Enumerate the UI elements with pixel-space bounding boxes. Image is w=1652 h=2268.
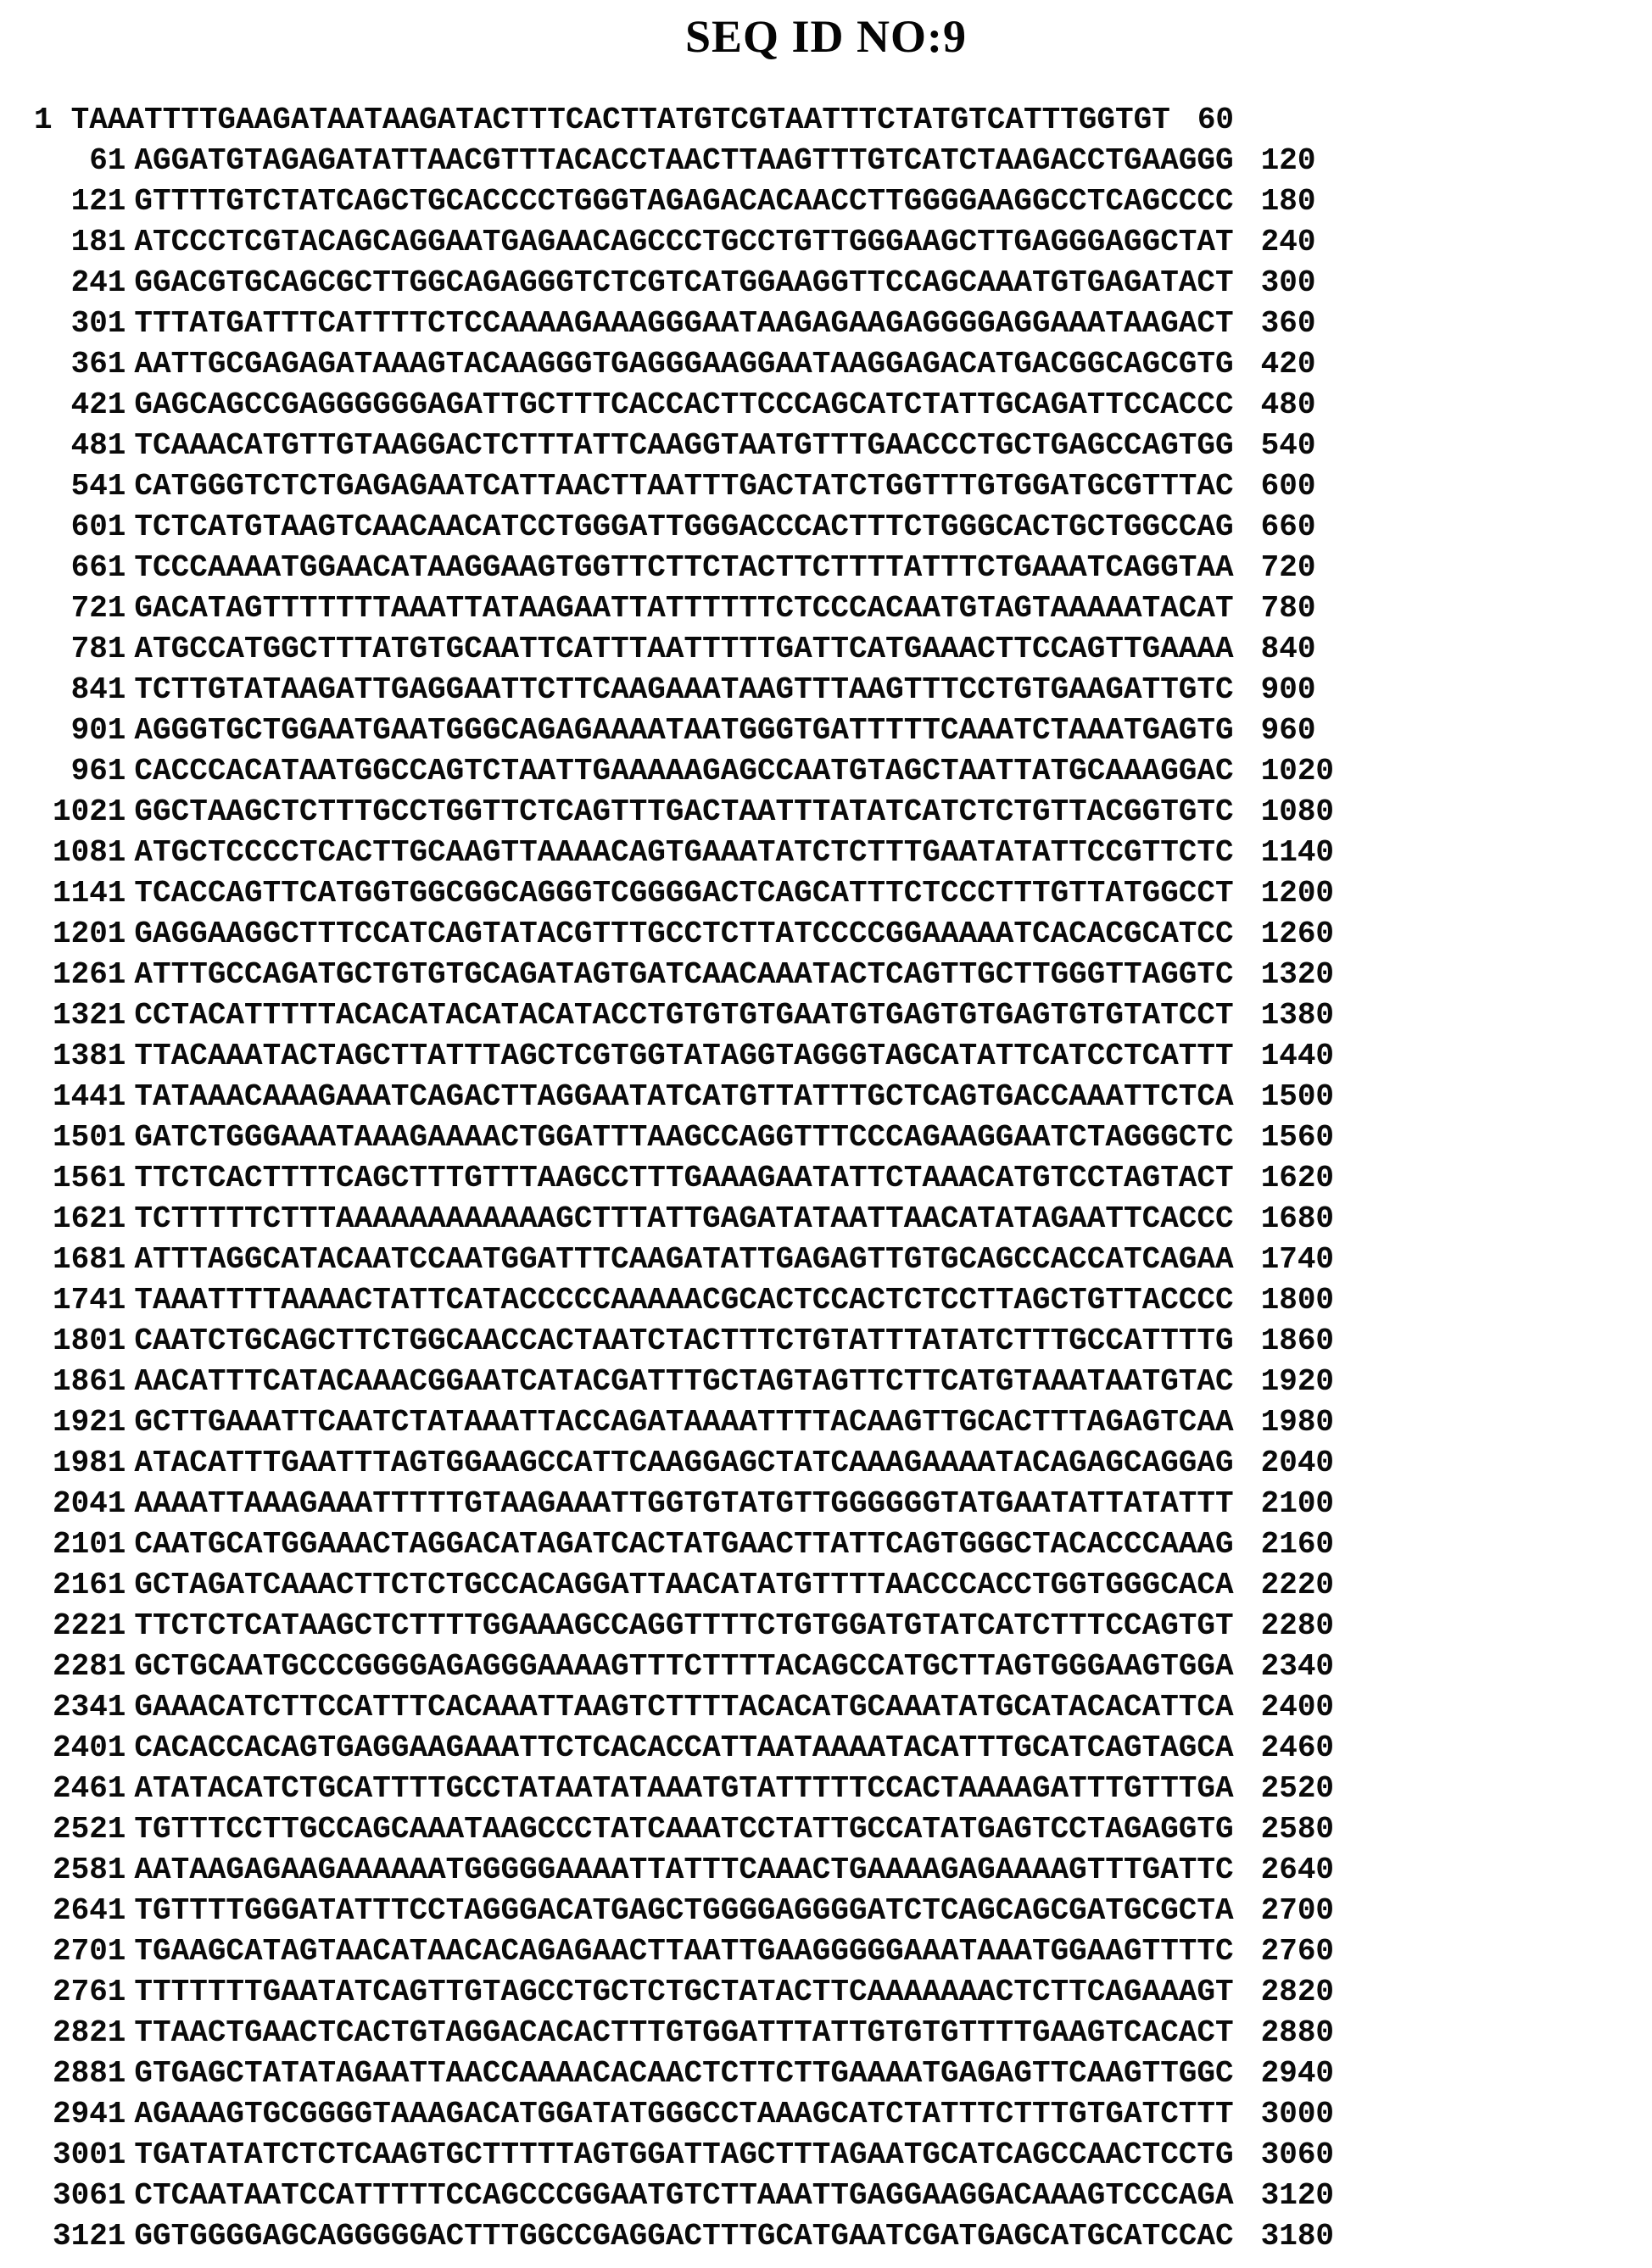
nucleotide-sequence: AACATTTCATACAAACGGAATCATACGATTTGCTAGTAGTTCTTCATGTAAATAATGTAC [134,1364,1234,1399]
line-end-number: 2100 [1260,1486,1335,1521]
line-end-number: 1260 [1260,917,1335,951]
nucleotide-sequence: ATTTAGGCATACAATCCAATGGATTTCAAGATATTGAGAGTTGTGCAGCCACCATCAGAA [134,1242,1234,1277]
line-start-number: 481 [70,428,126,463]
sequence-line [53,1036,1652,1077]
line-start-number: 1141 [53,876,126,911]
line-end-number: 1620 [1260,1161,1335,1195]
sequence-line [53,466,1652,507]
line-end-number: 180 [1260,184,1316,219]
nucleotide-sequence: AATAAGAGAAGAAAAAATGGGGGAAAATTATTTCAAACTGAAAAGAGAAAAGTTTGATTC [134,1853,1234,1887]
line-start-number: 841 [70,672,126,707]
nucleotide-sequence: GGACGTGCAGCGCTTGGCAGAGGGTCTCGTCATGGAAGGTTCCAGCAAATGTGAGATACT [134,265,1234,300]
nucleotide-sequence: GCTGCAATGCCCGGGGAGAGGGAAAAGTTTCTTTTACAGCCATGCTTAGTGGGAAGTGGA [134,1649,1234,1684]
line-end-number: 1140 [1260,835,1335,870]
sequence-line [53,304,1652,344]
line-start-number: 2221 [53,1608,126,1643]
sequence-line [53,1687,1652,1728]
nucleotide-sequence: AAAATTAAAGAAATTTTTGTAAGAAATTGGTGTATGTTGGGGGGTATGAATATTATATTT [134,1486,1234,1521]
nucleotide-sequence: GAGGAAGGCTTTCCATCAGTATACGTTTGCCTCTTATCCCCGGAAAAATCACACGCATCC [134,917,1234,951]
line-start-number: 3121 [53,2219,126,2254]
sequence-line [53,2094,1652,2135]
nucleotide-sequence: TTTTTTTGAATATCAGTTGTAGCCTGCTCTGCTATACTTCAAAAAAACTCTTCAGAAAGT [134,1975,1234,2009]
sequence-line [53,1524,1652,1565]
nucleotide-sequence: TGTTTCCTTGCCAGCAAATAAGCCCTATCAAATCCTATTGCCATATGAGTCCTAGAGGTG [134,1812,1234,1847]
sequence-line [53,2176,1652,2216]
line-start-number: 2581 [53,1853,126,1887]
sequence-line [53,792,1652,833]
nucleotide-sequence: TGATATATCTCTCAAGTGCTTTTTAGTGGATTAGCTTTAGAATGCATCAGCCAACTCCTG [134,2137,1234,2172]
nucleotide-sequence: CACCCACATAATGGCCAGTCTAATTGAAAAAGAGCCAATGTAGCTAATTATGCAAAGGAC [134,754,1234,789]
nucleotide-sequence: TCTCATGTAAGTCAACAACATCCTGGGATTGGGACCCACTTTCTGGGCACTGCTGGCCAG [134,510,1234,544]
line-end-number: 1020 [1260,754,1335,789]
nucleotide-sequence: GTTTTGTCTATCAGCTGCACCCCTGGGTAGAGACACAACCTTGGGGAAGGCCTCAGCCCC [134,184,1234,219]
line-end-number: 2220 [1260,1568,1335,1602]
sequence-line [53,1240,1652,1280]
sequence-line [53,710,1652,751]
sequence-line [53,1728,1652,1769]
sequence-line [53,588,1652,629]
nucleotide-sequence: TTAACTGAACTCACTGTAGGACACACTTTGTGGATTTATTGTGTGTTTTGAAGTCACACT [134,2015,1234,2050]
sequence-line [53,1891,1652,1931]
line-start-number: 3061 [53,2178,126,2213]
sequence-line [53,1077,1652,1117]
nucleotide-sequence: AATTGCGAGAGATAAAGTACAAGGGTGAGGGAAGGAATAAGGAGACATGACGGCAGCGTG [134,347,1234,382]
nucleotide-sequence: CAATGCATGGAAACTAGGACATAGATCACTATGAACTTATTCAGTGGGCTACACCCAAAG [134,1527,1234,1562]
line-end-number: 480 [1260,387,1316,422]
line-start-number: 2461 [53,1771,126,1806]
nucleotide-sequence: AGGATGTAGAGATATTAACGTTTACACCTAACTTAAGTTTGTCATCTAAGACCTGAAGGG [134,143,1234,178]
nucleotide-sequence: TTTATGATTTCATTTTCTCCAAAAGAAAGGGAATAAGAGAAGAGGGGAGGAAATAAGACT [134,306,1234,341]
line-start-number: 2161 [53,1568,126,1602]
sequence-line [53,385,1652,426]
line-end-number: 600 [1260,469,1316,504]
nucleotide-sequence: GACATAGTTTTTTTAAATTATAAGAATTATTTTTTCTCCCACAATGTAGTAAAAATACAT [134,591,1234,626]
line-end-number: 300 [1260,265,1316,300]
line-start-number: 721 [70,591,126,626]
line-start-number: 1861 [53,1364,126,1399]
line-start-number: 961 [70,754,126,789]
line-end-number: 420 [1260,347,1316,382]
sequence-line [53,181,1652,222]
line-start-number: 241 [70,265,126,300]
line-start-number: 181 [70,225,126,259]
nucleotide-sequence: ATGCCATGGCTTTATGTGCAATTCATTTAATTTTTGATTCATGAAACTTCCAGTTGAAAA [134,632,1234,666]
line-start-number: 1801 [53,1323,126,1358]
nucleotide-sequence: ATACATTTGAATTTAGTGGAAGCCATTCAAGGAGCTATCAAAGAAAATACAGAGCAGGAG [134,1446,1234,1480]
line-start-number: 2701 [53,1934,126,1969]
line-end-number: 3000 [1260,2097,1335,2131]
nucleotide-sequence: TAAATTTTGAAGATAATAAGATACTTTCACTTATGTCGTAATTTCTATGTCATTTGGTGT [70,103,1170,137]
line-start-number: 781 [70,632,126,666]
sequence-line [53,426,1652,466]
line-end-number: 240 [1260,225,1316,259]
sequence-line [53,1647,1652,1687]
line-end-number: 1500 [1260,1079,1335,1114]
line-start-number: 2761 [53,1975,126,2009]
line-end-number: 2520 [1260,1771,1335,1806]
sequence-line [53,833,1652,873]
sequence-line [53,751,1652,792]
line-end-number: 1440 [1260,1039,1335,1073]
line-end-number: 900 [1260,672,1316,707]
nucleotide-sequence: TATAAACAAAGAAATCAGACTTAGGAATATCATGTTATTTGCTCAGTGACCAAATTCTCA [134,1079,1234,1114]
line-start-number: 1201 [53,917,126,951]
line-end-number: 1320 [1260,957,1335,992]
sequence-line [53,222,1652,263]
line-start-number: 1021 [53,794,126,829]
sequence-line [53,141,1652,181]
line-start-number: 61 [89,143,126,178]
line-end-number: 2280 [1260,1608,1335,1643]
line-start-number: 301 [70,306,126,341]
line-start-number: 2641 [53,1893,126,1928]
nucleotide-sequence: CACACCACAGTGAGGAAGAAATTCTCACACCATTAATAAAATACATTTGCATCAGTAGCA [134,1730,1234,1765]
line-end-number: 3120 [1260,2178,1335,2213]
line-end-number: 1740 [1260,1242,1335,1277]
nucleotide-sequence: TCTTGTATAAGATTGAGGAATTCTTCAAGAAATAAGTTTAAGTTTCCTGTGAAGATTGTC [134,672,1234,707]
line-end-number: 2700 [1260,1893,1335,1928]
line-end-number: 1860 [1260,1323,1335,1358]
sequence-line [53,1443,1652,1484]
line-end-number: 2460 [1260,1730,1335,1765]
nucleotide-sequence: CATGGGTCTCTGAGAGAATCATTAACTTAATTTGACTATCTGGTTTGTGGATGCGTTTAC [134,469,1234,504]
nucleotide-sequence: GAAACATCTTCCATTTCACAAATTAAGTCTTTTACACATGCAAATATGCATACACATTCA [134,1690,1234,1725]
sequence-line [53,1199,1652,1240]
nucleotide-sequence: GCTTGAAATTCAATCTATAAATTACCAGATAAAATTTTACAAGTTGCACTTTAGAGTCAA [134,1405,1234,1440]
line-start-number: 1321 [53,998,126,1033]
line-end-number: 2640 [1260,1853,1335,1887]
line-end-number: 720 [1260,550,1316,585]
line-start-number: 421 [70,387,126,422]
sequence-line [53,1850,1652,1891]
line-end-number: 2940 [1260,2056,1335,2091]
line-end-number: 2820 [1260,1975,1335,2009]
line-start-number: 661 [70,550,126,585]
sequence-line [53,2053,1652,2094]
sequence-line [34,100,1652,141]
sequence-line [53,1402,1652,1443]
line-start-number: 2401 [53,1730,126,1765]
line-end-number: 1920 [1260,1364,1335,1399]
line-start-number: 901 [70,713,126,748]
line-start-number: 2881 [53,2056,126,2091]
line-start-number: 2281 [53,1649,126,1684]
line-end-number: 540 [1260,428,1316,463]
nucleotide-sequence: GCTAGATCAAACTTCTCTGCCACAGGATTAACATATGTTTTAACCCACCTGGTGGGCACA [134,1568,1234,1602]
line-end-number: 2400 [1260,1690,1335,1725]
nucleotide-sequence: CCTACATTTTTACACATACATACATACCTGTGTGTGAATGTGAGTGTGAGTGTGTATCCT [134,998,1234,1033]
sequence-line [53,263,1652,304]
nucleotide-sequence: GGTGGGGAGCAGGGGGACTTTGGCCGAGGACTTTGCATGAATCGATGAGCATGCATCCAC [134,2219,1234,2254]
line-end-number: 3060 [1260,2137,1335,2172]
line-start-number: 1921 [53,1405,126,1440]
line-start-number: 1381 [53,1039,126,1073]
line-end-number: 1560 [1260,1120,1335,1155]
line-start-number: 361 [70,347,126,382]
sequence-line [53,1362,1652,1402]
line-start-number: 1981 [53,1446,126,1480]
line-end-number: 2760 [1260,1934,1335,1969]
nucleotide-sequence: CAATCTGCAGCTTCTGGCAACCACTAATCTACTTTCTGTATTTATATCTTTGCCATTTTG [134,1323,1234,1358]
line-end-number: 2880 [1260,2015,1335,2050]
line-start-number: 1 [34,103,53,137]
line-start-number: 2821 [53,2015,126,2050]
nucleotide-sequence: ATGCTCCCCTCACTTGCAAGTTAAAACAGTGAAATATCTCTTTGAATATATTCCGTTCTC [134,835,1234,870]
sequence-listing [0,100,1652,2257]
line-end-number: 1080 [1260,794,1335,829]
line-start-number: 2041 [53,1486,126,1521]
nucleotide-sequence: GGCTAAGCTCTTTGCCTGGTTCTCAGTTTGACTAATTTATATCATCTCTGTTACGGTGTC [134,794,1234,829]
sequence-line [53,914,1652,955]
line-end-number: 1200 [1260,876,1335,911]
sequence-line [53,873,1652,914]
sequence-line [53,1158,1652,1199]
nucleotide-sequence: GAGCAGCCGAGGGGGGAGATTGCTTTCACCACTTCCCAGCATCTATTGCAGATTCCACCC [134,387,1234,422]
nucleotide-sequence: AGGGTGCTGGAATGAATGGGCAGAGAAAATAATGGGTGATTTTTCAAATCTAAATGAGTG [134,713,1234,748]
sequence-line [53,1769,1652,1809]
sequence-line [53,1606,1652,1647]
line-start-number: 1501 [53,1120,126,1155]
line-start-number: 541 [70,469,126,504]
sequence-line [53,995,1652,1036]
line-end-number: 120 [1260,143,1316,178]
nucleotide-sequence: ATATACATCTGCATTTTGCCTATAATATAAATGTATTTTTCCACTAAAAGATTTGTTTGA [134,1771,1234,1806]
line-end-number: 1680 [1260,1201,1335,1236]
line-end-number: 2040 [1260,1446,1335,1480]
line-end-number: 1380 [1260,998,1335,1033]
sequence-line [53,2216,1652,2257]
line-start-number: 1441 [53,1079,126,1114]
line-start-number: 601 [70,510,126,544]
sequence-line [53,507,1652,548]
sequence-line [53,1321,1652,1362]
nucleotide-sequence: ATTTGCCAGATGCTGTGTGCAGATAGTGATCAACAAATACTCAGTTGCTTGGGTTAGGTC [134,957,1234,992]
sequence-line [53,2013,1652,2053]
sequence-line [53,1280,1652,1321]
line-start-number: 121 [70,184,126,219]
nucleotide-sequence: GTGAGCTATATAGAATTAACCAAAACACAACTCTTCTTGAAAATGAGAGTTCAAGTTGGC [134,2056,1234,2091]
sequence-line [53,1565,1652,1606]
sequence-line [53,955,1652,995]
nucleotide-sequence: TTCTCTCATAAGCTCTTTTGGAAAGCCAGGTTTTCTGTGGATGTATCATCTTTCCAGTGT [134,1608,1234,1643]
page-title: SEQ ID NO:9 [684,11,968,62]
nucleotide-sequence: TGTTTTGGGATATTTCCTAGGGACATGAGCTGGGGAGGGGATCTCAGCAGCGATGCGCTA [134,1893,1234,1928]
sequence-line [53,1809,1652,1850]
sequence-line [53,548,1652,588]
line-start-number: 2521 [53,1812,126,1847]
nucleotide-sequence: TCCCAAAATGGAACATAAGGAAGTGGTTCTTCTACTTCTTTTATTTCTGAAATCAGGTAA [134,550,1234,585]
line-start-number: 3001 [53,2137,126,2172]
line-start-number: 1621 [53,1201,126,1236]
nucleotide-sequence: CTCAATAATCCATTTTTCCAGCCCGGAATGTCTTAAATTGAGGAAGGACAAAGTCCCAGA [134,2178,1234,2213]
line-end-number: 1800 [1260,1283,1335,1318]
sequence-line [53,1972,1652,2013]
sequence-line [53,2135,1652,2176]
line-start-number: 2941 [53,2097,126,2131]
line-end-number: 2340 [1260,1649,1335,1684]
sequence-line [53,1931,1652,1972]
line-start-number: 1261 [53,957,126,992]
nucleotide-sequence: AGAAAGTGCGGGGTAAAGACATGGATATGGGCCTAAAGCATCTATTTCTTTGTGATCTTT [134,2097,1234,2131]
line-end-number: 360 [1260,306,1316,341]
nucleotide-sequence: ATCCCTCGTACAGCAGGAATGAGAACAGCCCTGCCTGTTGGGAAGCTTGAGGGAGGCTAT [134,225,1234,259]
nucleotide-sequence: TCACCAGTTCATGGTGGCGGCAGGGTCGGGGACTCAGCATTTCTCCCTTTGTTATGGCCT [134,876,1234,911]
line-end-number: 2160 [1260,1527,1335,1562]
nucleotide-sequence: TCAAACATGTTGTAAGGACTCTTTATTCAAGGTAATGTTTGAACCCTGCTGAGCCAGTGG [134,428,1234,463]
nucleotide-sequence: TCTTTTTCTTTAAAAAAAAAAAAGCTTTATTGAGATATAATTAACATATAGAATTCACCC [134,1201,1234,1236]
nucleotide-sequence: TAAATTTTAAAACTATTCATACCCCCAAAAACGCACTCCACTCTCCTTAGCTGTTACCCC [134,1283,1234,1318]
line-end-number: 840 [1260,632,1316,666]
line-start-number: 1681 [53,1242,126,1277]
nucleotide-sequence: TTACAAATACTAGCTTATTTAGCTCGTGGTATAGGTAGGGTAGCATATTCATCCTCATTT [134,1039,1234,1073]
line-start-number: 1081 [53,835,126,870]
nucleotide-sequence: GATCTGGGAAATAAAGAAAACTGGATTTAAGCCAGGTTTCCCAGAAGGAATCTAGGGCTC [134,1120,1234,1155]
line-start-number: 1741 [53,1283,126,1318]
line-start-number: 2341 [53,1690,126,1725]
sequence-line [53,344,1652,385]
line-end-number: 660 [1260,510,1316,544]
line-end-number: 60 [1197,103,1235,137]
line-end-number: 780 [1260,591,1316,626]
line-start-number: 1561 [53,1161,126,1195]
line-end-number: 960 [1260,713,1316,748]
nucleotide-sequence: TTCTCACTTTTCAGCTTTGTTTAAGCCTTTGAAAGAATATTCTAAACATGTCCTAGTACT [134,1161,1234,1195]
sequence-line [53,1484,1652,1524]
line-end-number: 1980 [1260,1405,1335,1440]
line-start-number: 2101 [53,1527,126,1562]
nucleotide-sequence: TGAAGCATAGTAACATAACACAGAGAACTTAATTGAAGGGGGAAATAAATGGAAGTTTTC [134,1934,1234,1969]
line-end-number: 2580 [1260,1812,1335,1847]
sequence-line [53,629,1652,670]
line-end-number: 3180 [1260,2219,1335,2254]
sequence-line [53,1117,1652,1158]
sequence-line [53,670,1652,710]
